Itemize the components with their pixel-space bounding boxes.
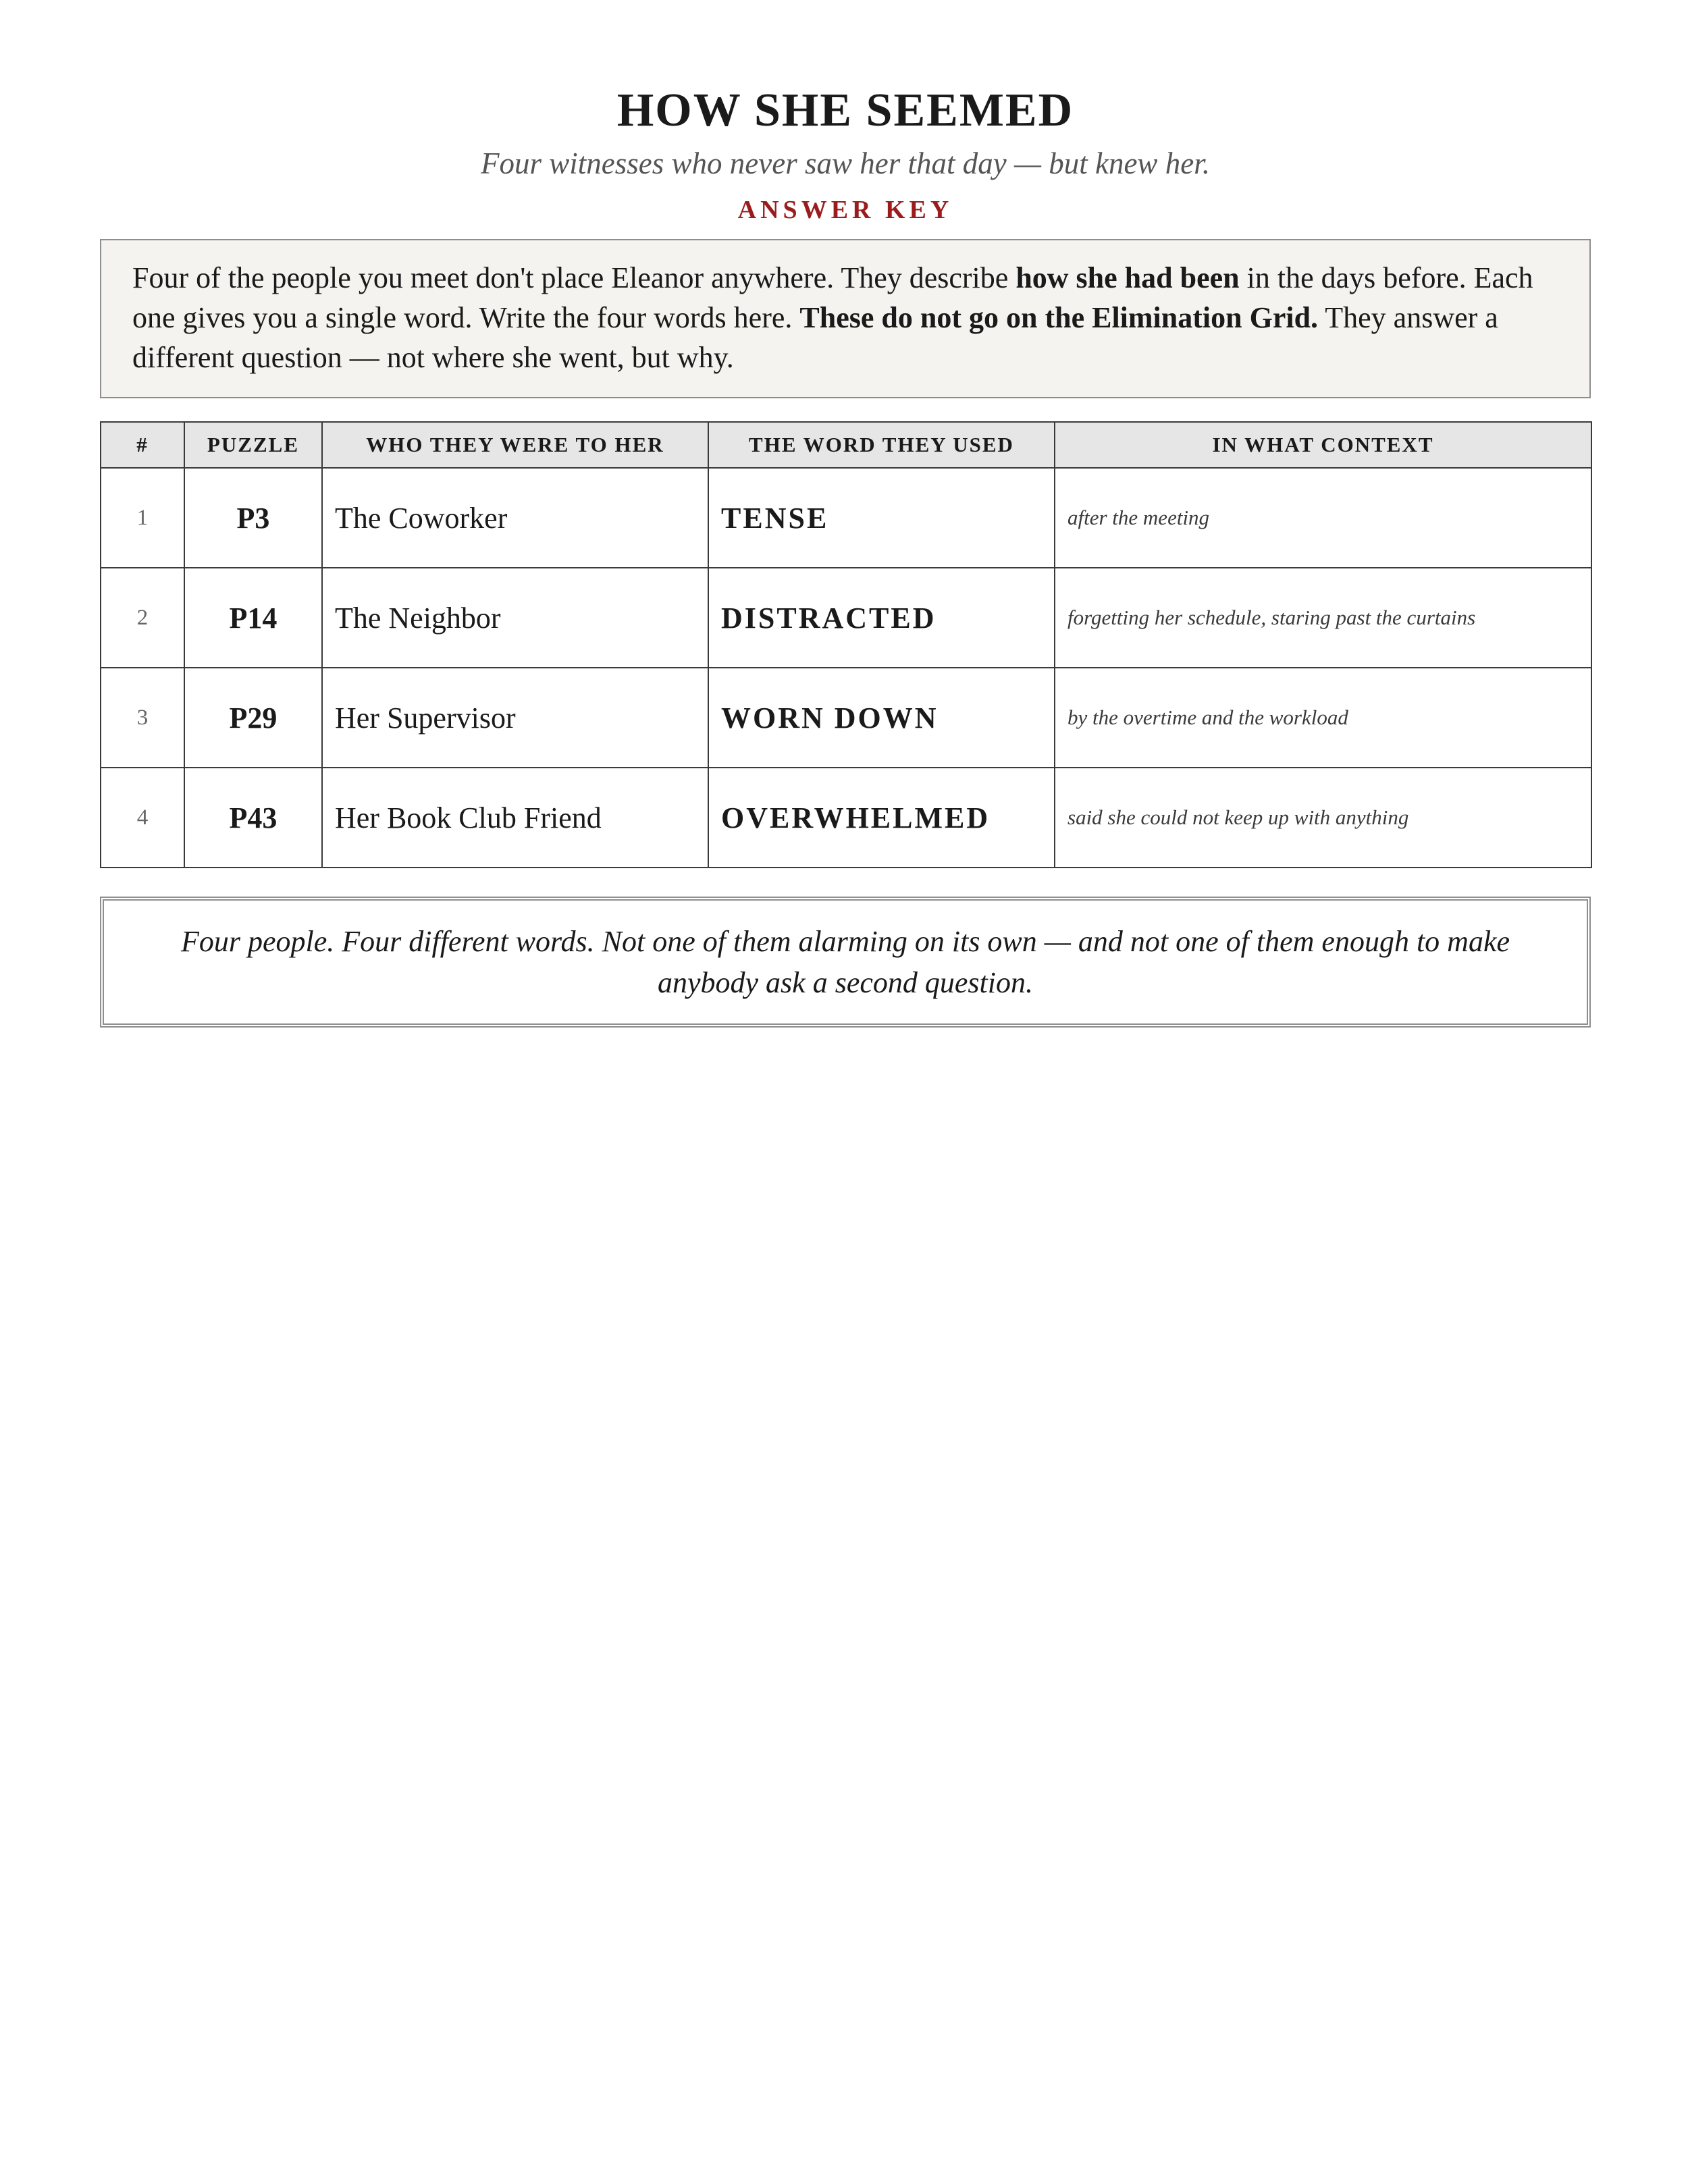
- intro-emphasis-1: how she had been: [1016, 261, 1240, 294]
- word-context: said she could not keep up with anything: [1055, 768, 1591, 868]
- witness-relation: Her Book Club Friend: [322, 768, 708, 868]
- table-header-row: [101, 422, 1591, 468]
- witness-word: OVERWHELMED: [708, 768, 1055, 868]
- witness-relation: The Coworker: [322, 468, 708, 568]
- column-header-word: THE WORD THEY USED: [708, 422, 1055, 468]
- instructions-box: [100, 239, 1591, 398]
- row-number: 4: [101, 768, 184, 868]
- word-context: after the meeting: [1055, 468, 1591, 568]
- column-header-puzzle: PUZZLE: [184, 422, 322, 468]
- intro-text-2: in the days before. Each one gives you a single word. Write the four words here.: [132, 261, 1533, 334]
- closing-note-box: [100, 897, 1591, 1028]
- intro-emphasis-2: These do not go on the Elimination Grid.: [799, 301, 1319, 334]
- row-number: 3: [101, 668, 184, 768]
- table-row: [101, 468, 1591, 568]
- page-title: HOW SHE SEEMED: [616, 84, 1074, 136]
- witness-word: DISTRACTED: [708, 568, 1055, 668]
- row-number: 2: [101, 568, 184, 668]
- table-row: [101, 768, 1591, 868]
- intro-text-1: Four of the people you meet don't place Eleanor anywhere. They describe: [132, 261, 1016, 294]
- witness-word: WORN DOWN: [708, 668, 1055, 768]
- table-row: [101, 568, 1591, 668]
- word-context: forgetting her schedule, staring past the curtains: [1055, 568, 1591, 668]
- answer-key-page: [100, 0, 1591, 1028]
- witness-table: [100, 421, 1592, 868]
- puzzle-id: P3: [184, 468, 322, 568]
- row-number: 1: [101, 468, 184, 568]
- column-header-number: #: [101, 422, 184, 468]
- table-row: [101, 668, 1591, 768]
- witness-word: TENSE: [708, 468, 1055, 568]
- column-header-who: WHO THEY WERE TO HER: [322, 422, 708, 468]
- witness-relation: The Neighbor: [322, 568, 708, 668]
- column-header-context: IN WHAT CONTEXT: [1055, 422, 1591, 468]
- page-subtitle: Four witnesses who never saw her that day — but knew her.: [481, 147, 1210, 180]
- answer-key-label: ANSWER KEY: [737, 196, 953, 224]
- puzzle-id: P29: [184, 668, 322, 768]
- closing-note-text: Four people. Four different words. Not one of them alarming on its own — and not one of them enough to make anybody ask a second question.: [180, 925, 1510, 999]
- word-context: by the overtime and the workload: [1055, 668, 1591, 768]
- puzzle-id: P14: [184, 568, 322, 668]
- witness-relation: Her Supervisor: [322, 668, 708, 768]
- puzzle-id: P43: [184, 768, 322, 868]
- intro-text-3: They answer a different question — not where she went, but why.: [132, 301, 1498, 374]
